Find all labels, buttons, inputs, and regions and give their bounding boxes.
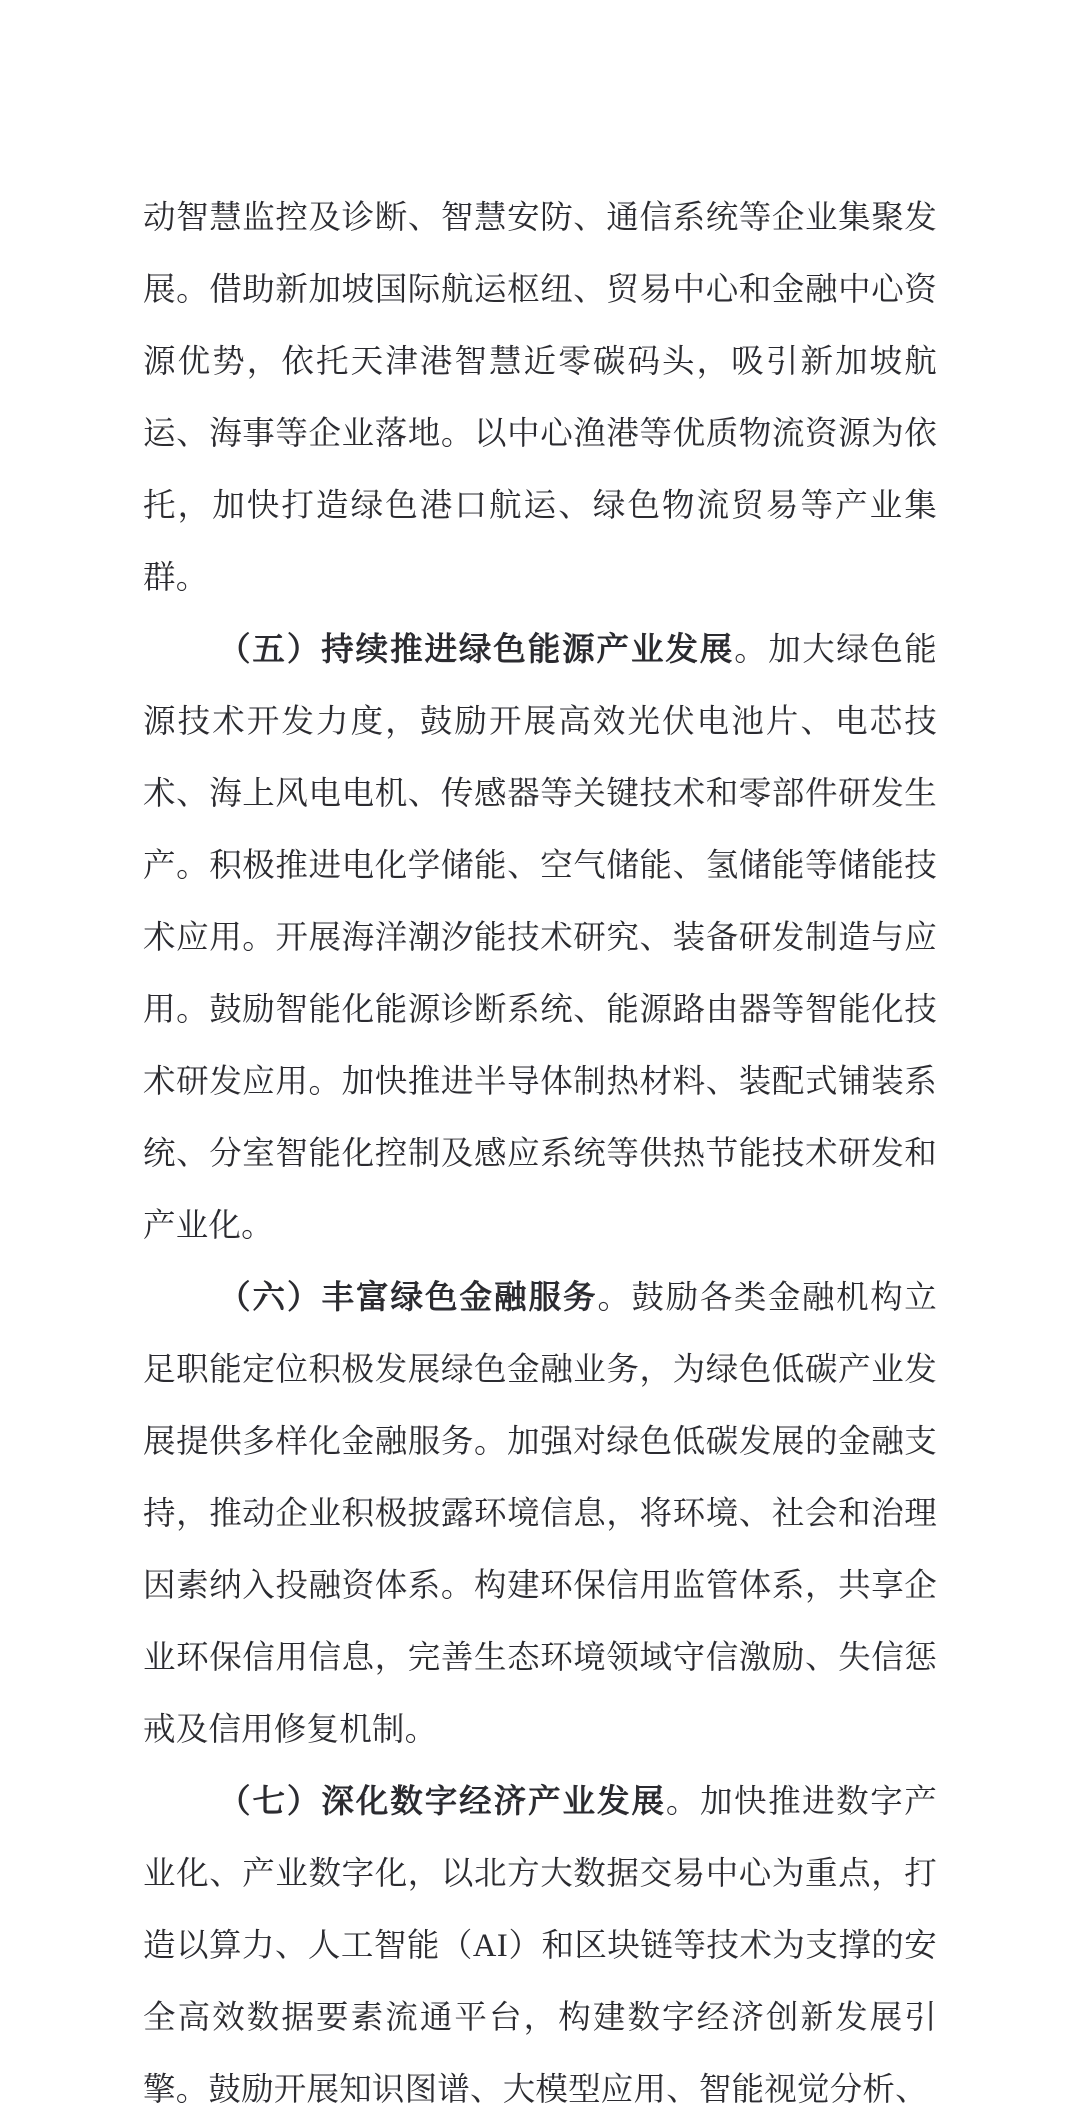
abbreviation-ai: AI xyxy=(472,1928,509,1964)
paragraph-section-seven xyxy=(143,1766,937,2126)
section-heading-six: （六）丰富绿色金融服务 xyxy=(218,1280,598,1316)
paragraph-continued-logistics xyxy=(143,182,937,614)
paragraph-text-before-abbreviation: 加快推进数字产业化、产业数字化，以北方大数据交易中心为重点，打造以算力、人工智能（ xyxy=(143,1784,937,1964)
paragraph-text: 鼓励各类金融机构立足职能定位积极发展绿色金融业务，为绿色低碳产业发展提供多样化金融服务。加强对绿色低碳发展的金融支持，推动企业积极披露环境信息，将环境、社会和治理因素纳入投融资体系。构建环保信用监管体系，共享企业环保信用信息，完善生态环境领域守信激励、失信惩戒及信用修复机制。 xyxy=(143,1280,937,1748)
section-heading-seven-stop: 。 xyxy=(665,1784,700,1820)
section-heading-five: （五）持续推进绿色能源产业发展 xyxy=(218,632,735,668)
document-text-block xyxy=(143,182,937,2126)
section-heading-six-stop: 。 xyxy=(597,1280,632,1316)
paragraph-text: 动智慧监控及诊断、智慧安防、通信系统等企业集聚发展。借助新加坡国际航运枢纽、贸易中心和金融中心资源优势，依托天津港智慧近零碳码头，吸引新加坡航运、海事等企业落地。以中心渔港等优质物流资源为依托，加快打造绿色港口航运、绿色物流贸易等产业集群。 xyxy=(143,200,937,596)
paragraph-section-five xyxy=(143,614,937,1262)
paragraph-text: 加大绿色能源技术开发力度，鼓励开展高效光伏电池片、电芯技术、海上风电电机、传感器等关键技术和零部件研发生产。积极推进电化学储能、空气储能、氢储能等储能技术应用。开展海洋潮汐能技术研究、装备研发制造与应用。鼓励智能化能源诊断系统、能源路由器等智能化技术研发应用。加快推进半导体制热材料、装配式铺装系统、分室智能化控制及感应系统等供热节能技术研发和产业化。 xyxy=(143,632,937,1244)
section-heading-five-stop: 。 xyxy=(734,632,769,668)
paragraph-text-after-abbreviation: ）和区块链等技术为支撑的安全高效数据要素流通平台，构建数字经济创新发展引擎。鼓励开展知识图谱、大模型应用、智能视觉分析、 xyxy=(143,1928,937,2108)
section-heading-seven: （七）深化数字经济产业发展 xyxy=(218,1784,666,1820)
paragraph-section-six xyxy=(143,1262,937,1766)
